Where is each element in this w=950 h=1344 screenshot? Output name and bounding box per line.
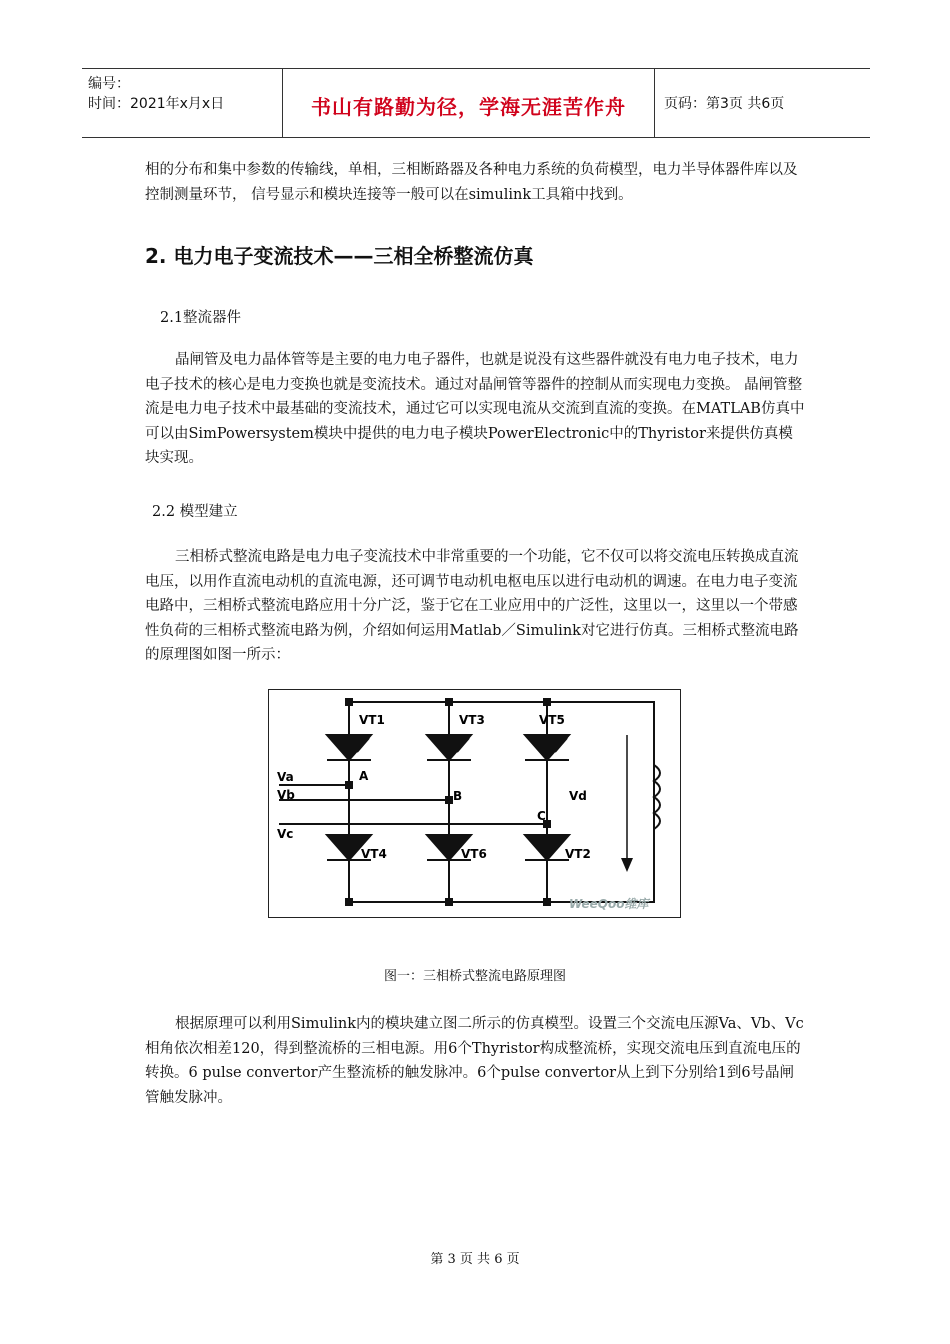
label-va: Va xyxy=(277,770,294,784)
label-vt6: VT6 xyxy=(461,847,487,861)
header-motto-cell xyxy=(283,69,655,137)
label-node-a: A xyxy=(359,769,369,783)
motto: 书山有路勤为径，学海无涯苦作舟 xyxy=(311,95,626,119)
section-title: 2. 电力电子变流技术——三相全桥整流仿真 xyxy=(145,244,534,268)
page-label: 页码：第3页 共6页 xyxy=(664,96,785,112)
label-vd: Vd xyxy=(569,789,587,803)
figure-caption: 图一：三相桥式整流电路原理图 xyxy=(383,969,566,984)
page-header xyxy=(82,68,870,138)
circuit-diagram xyxy=(269,690,680,917)
node-b xyxy=(446,797,452,803)
thyristor-vt1 xyxy=(327,735,371,760)
thyristor-vt2 xyxy=(525,835,569,860)
label-vt5: VT5 xyxy=(539,713,565,727)
dc-bus-wire xyxy=(349,702,654,902)
node-a xyxy=(346,782,352,788)
subsection-paragraph-1: 晶闸管及电力晶体管等是主要的电力电子器件，也就是说没有这些器件就没有电力电子技术，电力电子技术的核心是电力变换也就是变流技术。通过对晶闸管等器件的控制从而实现电力变换。 晶闸管整流是电力电子技术中最基础的变流技术，通过它可以实现电流从交流到直流的变换。在MATLAB仿真中可以由SimPowersystem模块中提供的电力电子模块PowerElectronic中的Thyristor来提供仿真模块实现。 xyxy=(145,352,805,466)
circuit-figure xyxy=(268,689,681,918)
header-meta xyxy=(82,69,283,137)
thyristor-vt5 xyxy=(525,735,569,760)
label-vt3: VT3 xyxy=(459,713,485,727)
intro-paragraph: 相的分布和集中参数的传输线，单相，三相断路器及各种电力系统的负荷模型，电力半导体器件库以及控制测量环节， 信号显示和模块连接等一般可以在simulink工具箱中找到。 xyxy=(145,162,798,203)
after-figure-paragraph: 根据原理可以利用Simulink内的模块建立图二所示的仿真模型。设置三个交流电压源Va、Vb、Vc相角依次相差120，得到整流桥的三相电源。用6个Thyristor构成整流桥，实现交流电压到直流电压的转换。6 pulse convertor产生整流桥的触发脉冲。6个pulse convertor从上到下分别给1到6号晶闸管触发脉冲。 xyxy=(145,1016,804,1106)
label-vb: Vb xyxy=(277,788,295,802)
subsection-paragraph-2: 三相桥式整流电路是电力电子变流技术中非常重要的一个功能，它不仅可以将交流电压转换成直流电压，以用作直流电动机的直流电源，还可调节电动机电枢电压以进行电动机的调速。在电力电子变流电路中，三相桥式整流电路应用十分广泛，鉴于它在工业应用中的广泛性，这里以一，这里以一个带感性负荷的三相桥式整流电路为例，介绍如何运用Matlab／Simulink对它进行仿真。三相桥式整流电路的原理图如图一所示： xyxy=(145,549,799,663)
label-vt2: VT2 xyxy=(565,847,591,861)
subsection-title-1: 2.1整流器件 xyxy=(160,310,242,326)
page-footer: 第 3 页 共 6 页 xyxy=(430,1252,520,1267)
label-vc: Vc xyxy=(277,827,294,841)
number-label: 编号： xyxy=(88,76,130,92)
subsection-title-2: 2.2 模型建立 xyxy=(152,504,238,520)
label-node-c: C xyxy=(537,809,546,823)
label-vt4: VT4 xyxy=(361,847,387,861)
vd-arrowhead xyxy=(621,858,633,872)
thyristor-vt3 xyxy=(427,735,471,760)
watermark: WeeQoo维库 xyxy=(569,897,649,911)
time-label: 时间：2021年x月x日 xyxy=(88,96,225,112)
label-vt1: VT1 xyxy=(359,713,385,727)
label-node-b: B xyxy=(453,789,463,803)
